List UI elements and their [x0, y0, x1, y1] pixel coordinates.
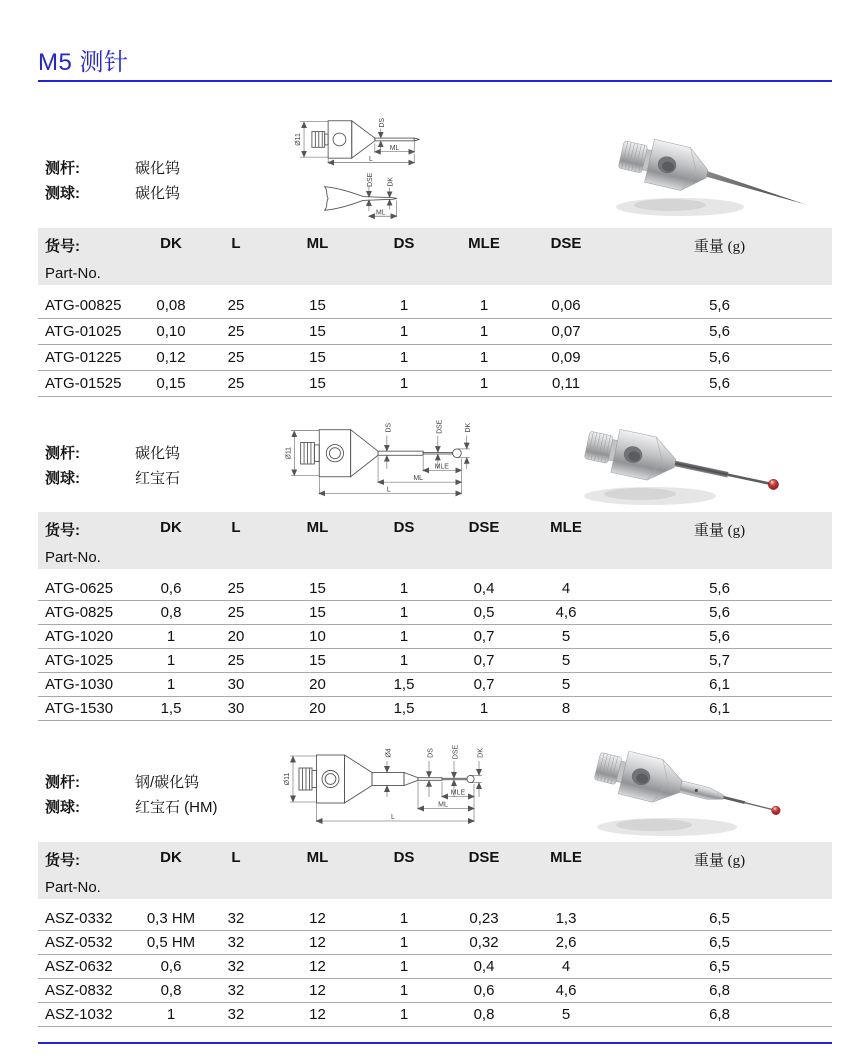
spec-value: 25 [227, 349, 245, 366]
spec-value: 5 [561, 652, 571, 669]
dimension-label: L [386, 486, 391, 494]
spec-value: 6,5 [709, 910, 730, 927]
table-row [38, 649, 832, 673]
header-mle: MLE [468, 235, 500, 252]
spec-value: 6,8 [709, 982, 730, 999]
header-ds: DS [393, 849, 415, 866]
stylus-photo-stepped-ruby [582, 735, 832, 848]
spec-value: 0,15 [156, 375, 186, 392]
spec-value: 1 [399, 910, 409, 927]
spec-value: 15 [309, 375, 326, 392]
dimension-label: MLE [450, 789, 466, 797]
spec-value: 15 [309, 349, 326, 366]
spec-value: 1 [399, 297, 409, 314]
spec-value: 6,1 [709, 676, 730, 693]
table-row [38, 371, 832, 397]
dimension-label: DS [385, 422, 393, 433]
dimension-label: ML [389, 144, 400, 152]
spec-value: 1 [166, 1006, 176, 1023]
spec-value: 0,4 [473, 958, 495, 975]
shaft-value: 碳化钨 [135, 445, 181, 462]
spec-value: 0,23 [469, 910, 499, 927]
dimension-label: Ø11 [285, 446, 293, 460]
section-steel-ruby-hm [0, 735, 862, 1035]
spec-value: 5,6 [709, 580, 730, 597]
header-weight: 重量 (g) [693, 523, 746, 539]
table-row [38, 979, 832, 1003]
dimension-label: DK [477, 748, 485, 758]
spec-value: 32 [227, 958, 245, 975]
part-number: ATG-01025 [45, 323, 122, 340]
spec-value: 10 [309, 628, 326, 645]
spec-value: 15 [309, 652, 326, 669]
table-row [38, 1003, 832, 1027]
page-title: M5 测针 [38, 49, 129, 76]
part-number: ATG-01225 [45, 349, 122, 366]
dimension-label: DS [379, 117, 387, 128]
spec-value: 0,11 [551, 375, 581, 392]
header-dk: DK [160, 519, 182, 536]
header-ds: DS [393, 519, 415, 536]
header-ds: DS [393, 235, 415, 252]
spec-value: 1 [399, 934, 409, 951]
spec-value: 30 [227, 700, 245, 717]
dimension-label: DSE [366, 172, 374, 187]
header-l: L [231, 235, 241, 252]
spec-value: 1 [479, 700, 489, 717]
spec-value: 1 [399, 604, 409, 621]
spec-value: 6,1 [709, 700, 730, 717]
spec-value: 25 [227, 652, 245, 669]
spec-value: 1 [399, 323, 409, 340]
part-label-cn: 货号: [45, 522, 80, 539]
table-row [38, 673, 832, 697]
spec-value: 0,8 [160, 604, 182, 621]
spec-value: 20 [227, 628, 245, 645]
spec-value: 1 [166, 652, 176, 669]
spec-value: 1 [399, 1006, 409, 1023]
spec-value: 2,6 [555, 934, 577, 951]
header-weight: 重量 (g) [693, 239, 746, 255]
stylus-photo-ruby-ball [570, 410, 826, 518]
spec-value: 0,5 HM [146, 934, 196, 951]
spec-value: 5,6 [709, 628, 730, 645]
ball-label: 测球: [45, 799, 80, 816]
spec-value: 32 [227, 982, 245, 999]
ball-value: 碳化钨 [135, 185, 181, 202]
table-row [38, 955, 832, 979]
spec-value: 15 [309, 580, 326, 597]
header-ml: ML [306, 235, 329, 252]
table-header [38, 842, 832, 899]
shaft-value: 碳化钨 [135, 160, 181, 177]
spec-value: 32 [227, 934, 245, 951]
part-label-en: Part-No. [45, 879, 101, 896]
technical-drawing-needle-stylus [292, 107, 440, 227]
ball-label: 测球: [45, 470, 80, 487]
table-row [38, 931, 832, 955]
spec-value: 12 [309, 958, 326, 975]
spec-value: 0,8 [473, 1006, 495, 1023]
spec-value: 4,6 [555, 982, 577, 999]
spec-value: 30 [227, 676, 245, 693]
spec-value: 0,7 [473, 628, 495, 645]
part-number: ATG-0625 [45, 580, 114, 597]
shaft-label: 测杆: [45, 774, 80, 791]
spec-value: 6,5 [709, 958, 730, 975]
part-number: ATG-01525 [45, 375, 122, 392]
table-row [38, 601, 832, 625]
table-row [38, 345, 832, 371]
title-rule [38, 80, 832, 82]
spec-value: 25 [227, 375, 245, 392]
part-number: ASZ-0532 [45, 934, 113, 951]
spec-value: 5 [561, 628, 571, 645]
spec-value: 25 [227, 604, 245, 621]
dimension-label: Ø11 [284, 772, 291, 786]
dimension-label: Ø4 [385, 748, 393, 758]
header-dk: DK [160, 235, 182, 252]
part-label-cn: 货号: [45, 852, 80, 869]
spec-value: 0,7 [473, 676, 495, 693]
dimension-label: L [391, 814, 395, 821]
spec-value: 1 [399, 628, 409, 645]
dimension-label: L [369, 156, 373, 164]
technical-drawing-ball-stylus [283, 414, 479, 514]
header-dse: DSE [550, 235, 582, 252]
table-header [38, 228, 832, 285]
dimension-label: ML [413, 475, 424, 483]
spec-value: 12 [309, 934, 326, 951]
table-row [38, 625, 832, 649]
spec-value: 0,6 [160, 580, 182, 597]
spec-value: 15 [309, 323, 326, 340]
spec-value: 0,08 [156, 297, 186, 314]
dimension-label: DS [427, 748, 435, 758]
ball-value: 红宝石 [135, 470, 181, 487]
spec-value: 0,8 [160, 982, 182, 999]
spec-value: 0,09 [551, 349, 581, 366]
spec-value: 25 [227, 297, 245, 314]
header-dse: DSE [468, 519, 500, 536]
spec-value: 1 [479, 323, 489, 340]
header-part-no [38, 228, 140, 285]
dimension-label: DK [387, 176, 395, 187]
spec-value: 32 [227, 910, 245, 927]
part-number: ASZ-0632 [45, 958, 113, 975]
spec-value: 5,7 [709, 652, 730, 669]
header-dse: DSE [468, 849, 500, 866]
spec-value: 1,5 [393, 700, 415, 717]
spec-value: 0,7 [473, 652, 495, 669]
table-row [38, 697, 832, 721]
spec-value: 20 [309, 700, 326, 717]
spec-value: 4,6 [555, 604, 577, 621]
header-l: L [231, 519, 241, 536]
spec-value: 4 [561, 580, 571, 597]
spec-value: 5,6 [709, 349, 730, 366]
spec-value: 5,6 [709, 297, 730, 314]
spec-value: 5,6 [709, 375, 730, 392]
part-number: ASZ-1032 [45, 1006, 113, 1023]
ball-value: 红宝石 (HM) [135, 799, 218, 816]
spec-value: 0,12 [156, 349, 186, 366]
part-number: ATG-1025 [45, 652, 114, 669]
spec-value: 12 [309, 1006, 326, 1023]
spec-value: 1 [399, 958, 409, 975]
header-part-no [38, 842, 140, 899]
dimension-label: MLE [434, 463, 449, 471]
part-number: ATG-1020 [45, 628, 114, 645]
table-row [38, 577, 832, 601]
table-body [38, 907, 832, 1027]
spec-value: 0,10 [156, 323, 186, 340]
spec-value: 0,07 [551, 323, 581, 340]
section-tungsten-carbide [0, 105, 862, 405]
spec-value: 6,5 [709, 934, 730, 951]
header-mle: MLE [550, 849, 582, 866]
spec-value: 0,3 HM [146, 910, 196, 927]
part-number: ATG-1030 [45, 676, 114, 693]
spec-value: 4 [561, 958, 571, 975]
spec-value: 1 [479, 349, 489, 366]
spec-value: 1 [399, 982, 409, 999]
part-label-en: Part-No. [45, 265, 101, 282]
spec-value: 1 [399, 349, 409, 366]
spec-value: 1 [399, 375, 409, 392]
spec-value: 20 [309, 676, 326, 693]
spec-value: 15 [309, 604, 326, 621]
spec-value: 5,6 [709, 604, 730, 621]
spec-value: 0,5 [473, 604, 495, 621]
dimension-label: ML [438, 801, 448, 809]
spec-value: 1 [399, 580, 409, 597]
spec-value: 0,06 [551, 297, 581, 314]
header-part-no [38, 512, 140, 569]
header-mle: MLE [550, 519, 582, 536]
table-row [38, 293, 832, 319]
header-l: L [231, 849, 241, 866]
dimension-label: DSE [452, 744, 460, 760]
table-row [38, 907, 832, 931]
spec-value: 25 [227, 580, 245, 597]
part-number: ATG-1530 [45, 700, 114, 717]
header-ml: ML [306, 849, 329, 866]
spec-value: 1 [166, 676, 176, 693]
spec-value: 5 [561, 1006, 571, 1023]
spec-value: 12 [309, 982, 326, 999]
part-number: ASZ-0832 [45, 982, 113, 999]
table-body [38, 293, 832, 397]
header-dk: DK [160, 849, 182, 866]
table-header [38, 512, 832, 569]
spec-value: 5 [561, 676, 571, 693]
part-label-cn: 货号: [45, 238, 80, 255]
part-number: ATG-0825 [45, 604, 114, 621]
spec-value: 0,4 [473, 580, 495, 597]
part-label-en: Part-No. [45, 549, 101, 566]
dimension-label: Ø11 [295, 133, 303, 146]
stylus-photo-needle-tip [598, 117, 826, 229]
spec-value: 25 [227, 323, 245, 340]
spec-value: 8 [561, 700, 571, 717]
part-number: ATG-00825 [45, 297, 122, 314]
spec-value: 6,8 [709, 1006, 730, 1023]
spec-value: 5,6 [709, 323, 730, 340]
spec-value: 1 [479, 375, 489, 392]
ball-label: 测球: [45, 185, 80, 202]
table-row [38, 319, 832, 345]
spec-value: 1 [399, 652, 409, 669]
spec-value: 32 [227, 1006, 245, 1023]
spec-value: 0,6 [160, 958, 182, 975]
section-ruby-ball [0, 408, 862, 728]
shaft-label: 测杆: [45, 445, 80, 462]
spec-value: 1 [479, 297, 489, 314]
technical-drawing-stepped-stylus [283, 739, 498, 841]
spec-value: 1,3 [555, 910, 577, 927]
spec-value: 1,5 [393, 676, 415, 693]
dimension-label: ML [375, 209, 386, 217]
spec-value: 1 [166, 628, 176, 645]
spec-value: 15 [309, 297, 326, 314]
spec-value: 12 [309, 910, 326, 927]
table-body [38, 577, 832, 721]
dimension-label: DK [465, 422, 473, 433]
footer-rule [38, 1042, 832, 1044]
shaft-label: 测杆: [45, 160, 80, 177]
spec-value: 0,32 [469, 934, 499, 951]
spec-value: 0,6 [473, 982, 495, 999]
header-ml: ML [306, 519, 329, 536]
header-weight: 重量 (g) [693, 853, 746, 869]
dimension-label: DSE [436, 419, 444, 434]
part-number: ASZ-0332 [45, 910, 113, 927]
shaft-value: 钢/碳化钨 [135, 774, 200, 791]
spec-value: 1,5 [160, 700, 182, 717]
